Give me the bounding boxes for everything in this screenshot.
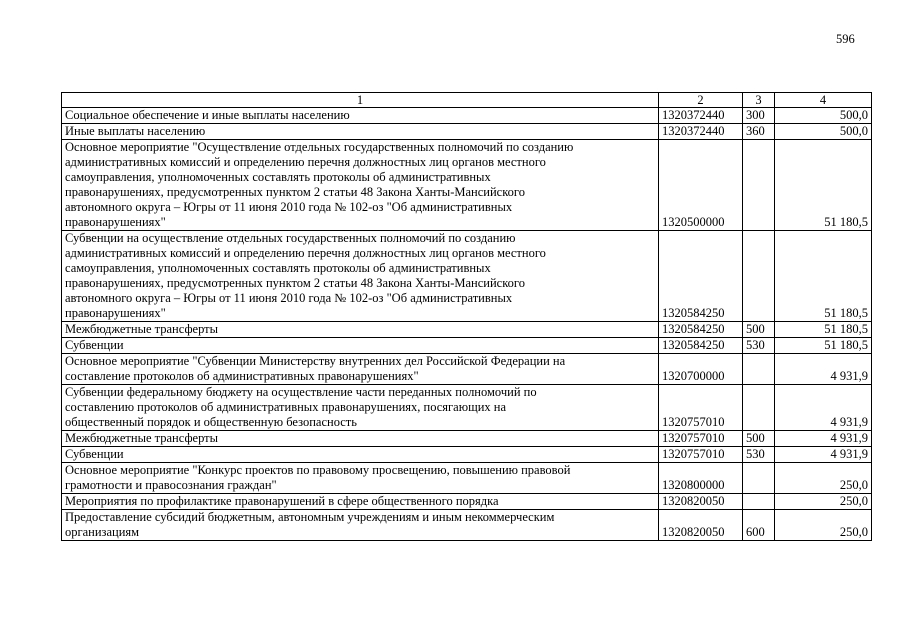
table-row <box>62 322 872 338</box>
table-row <box>62 140 872 231</box>
cell-name: Субвенции федеральному бюджету на осуществление части переданных полномочий по составлению протоколов об административных правонарушениях, посягающих на общественный порядок и общественную безопасность <box>62 385 659 431</box>
table-row <box>62 354 872 385</box>
cell-expense-type: 300 <box>743 108 775 124</box>
page-number: 596 <box>836 32 855 46</box>
cell-name: Основное мероприятие "Конкурс проектов по правовому просвещению, повышению правовой грамотности и правосознания граждан" <box>62 463 659 494</box>
cell-name: Основное мероприятие "Субвенции Министерству внутренних дел Российской Федерации на составление протоколов об административных правонарушениях" <box>62 354 659 385</box>
cell-code: 1320372440 <box>659 124 743 140</box>
table-row <box>62 338 872 354</box>
cell-expense-type <box>743 231 775 322</box>
cell-expense-type: 530 <box>743 447 775 463</box>
cell-code: 1320820050 <box>659 494 743 510</box>
cell-name: Субвенции <box>62 447 659 463</box>
table-row <box>62 124 872 140</box>
cell-amount: 500,0 <box>775 108 872 124</box>
header-col-1: 1 <box>62 93 659 108</box>
cell-expense-type <box>743 463 775 494</box>
cell-name: Мероприятия по профилактике правонарушений в сфере общественного порядка <box>62 494 659 510</box>
table-row <box>62 108 872 124</box>
cell-expense-type: 500 <box>743 322 775 338</box>
cell-expense-type: 500 <box>743 431 775 447</box>
cell-name: Межбюджетные трансферты <box>62 322 659 338</box>
cell-code: 1320757010 <box>659 431 743 447</box>
cell-amount: 4 931,9 <box>775 354 872 385</box>
cell-amount: 51 180,5 <box>775 338 872 354</box>
cell-code: 1320372440 <box>659 108 743 124</box>
cell-amount: 250,0 <box>775 494 872 510</box>
cell-code: 1320800000 <box>659 463 743 494</box>
budget-table <box>61 92 872 541</box>
cell-name: Основное мероприятие "Осуществление отдельных государственных полномочий по созданию административных комиссий и определению перечня должностных лиц органов местного самоуправления, уполномоченных составлять протоколы об административных правонарушениях, предусмотренных пунктом 2 статьи 48 Закона Ханты-Мансийского автономного округа – Югры от 11 июня 2010 года № 102-оз "Об административных правонарушениях" <box>62 140 659 231</box>
cell-amount: 51 180,5 <box>775 322 872 338</box>
cell-amount: 4 931,9 <box>775 431 872 447</box>
cell-code: 1320500000 <box>659 140 743 231</box>
cell-code: 1320584250 <box>659 231 743 322</box>
table-row <box>62 447 872 463</box>
cell-code: 1320700000 <box>659 354 743 385</box>
cell-code: 1320820050 <box>659 510 743 541</box>
table-row <box>62 431 872 447</box>
cell-name: Субвенции <box>62 338 659 354</box>
cell-expense-type: 530 <box>743 338 775 354</box>
header-col-3: 3 <box>743 93 775 108</box>
cell-expense-type <box>743 140 775 231</box>
cell-name: Субвенции на осуществление отдельных государственных полномочий по созданию административных комиссий и определению перечня должностных лиц органов местного самоуправления, уполномоченных составлять протоколы об административных правонарушениях, предусмотренных пунктом 2 статьи 48 Закона Ханты-Мансийского автономного округа – Югры от 11 июня 2010 года № 102-оз "Об административных правонарушениях" <box>62 231 659 322</box>
cell-amount: 250,0 <box>775 510 872 541</box>
cell-expense-type <box>743 494 775 510</box>
cell-code: 1320584250 <box>659 322 743 338</box>
header-col-4: 4 <box>775 93 872 108</box>
cell-expense-type <box>743 354 775 385</box>
table-header-row <box>62 93 872 108</box>
cell-amount: 250,0 <box>775 463 872 494</box>
cell-name: Иные выплаты населению <box>62 124 659 140</box>
header-col-2: 2 <box>659 93 743 108</box>
cell-expense-type: 600 <box>743 510 775 541</box>
table-row <box>62 510 872 541</box>
cell-amount: 4 931,9 <box>775 385 872 431</box>
cell-expense-type: 360 <box>743 124 775 140</box>
cell-amount: 4 931,9 <box>775 447 872 463</box>
cell-amount: 500,0 <box>775 124 872 140</box>
table-row <box>62 463 872 494</box>
table-row <box>62 494 872 510</box>
table-row <box>62 231 872 322</box>
cell-code: 1320757010 <box>659 447 743 463</box>
cell-amount: 51 180,5 <box>775 140 872 231</box>
cell-name: Межбюджетные трансферты <box>62 431 659 447</box>
cell-amount: 51 180,5 <box>775 231 872 322</box>
table-row <box>62 385 872 431</box>
cell-expense-type <box>743 385 775 431</box>
cell-name: Социальное обеспечение и иные выплаты населению <box>62 108 659 124</box>
cell-name: Предоставление субсидий бюджетным, автономным учреждениям и иным некоммерческим организациям <box>62 510 659 541</box>
cell-code: 1320757010 <box>659 385 743 431</box>
cell-code: 1320584250 <box>659 338 743 354</box>
